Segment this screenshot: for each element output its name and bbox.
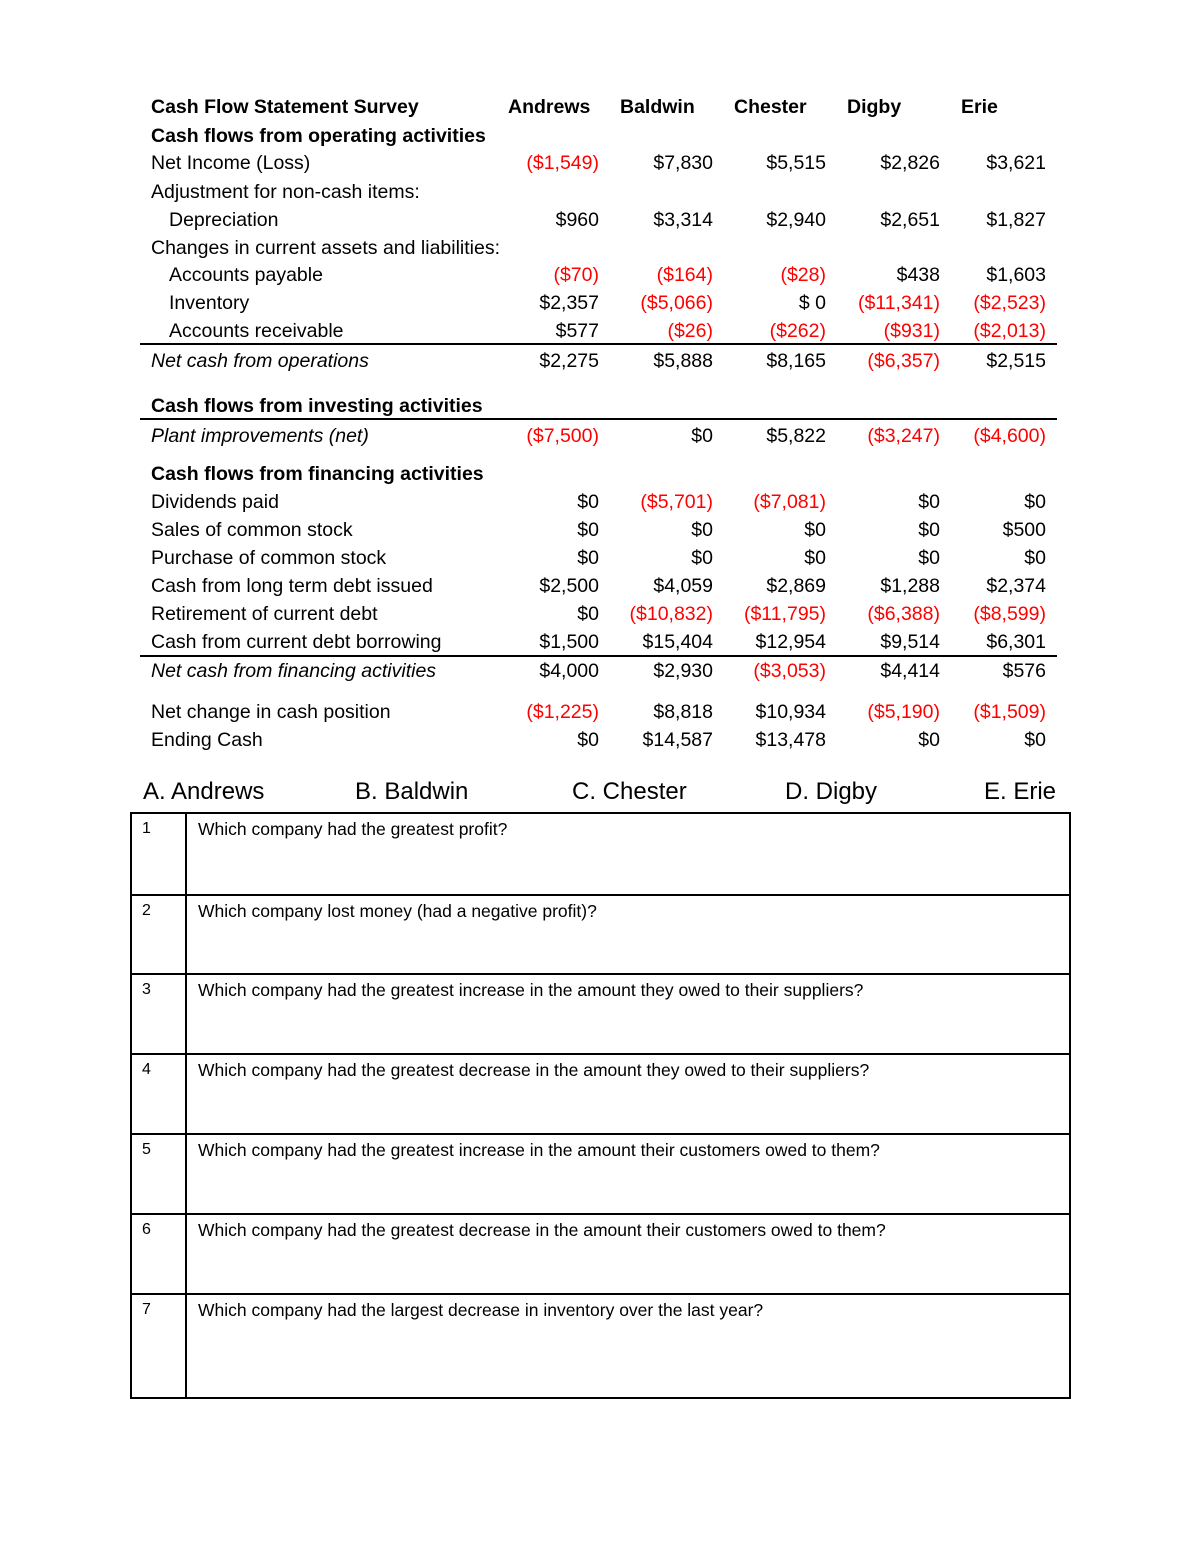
row-label: Cash from long term debt issued — [151, 575, 433, 597]
question-text: Which company had the greatest increase in the amount they owed to their suppliers? — [198, 980, 864, 1000]
value-chester: $5,515 — [766, 152, 826, 174]
value-baldwin: $14,587 — [642, 729, 713, 751]
value-erie: ($1,509) — [973, 701, 1046, 723]
row-label: Net change in cash position — [151, 701, 391, 723]
question-text: Which company had the greatest increase in the amount their customers owed to them? — [198, 1140, 880, 1160]
row-label: Ending Cash — [151, 729, 263, 751]
divider-line — [140, 418, 1057, 420]
statement-row — [151, 289, 1057, 317]
value-chester: ($7,081) — [753, 491, 826, 513]
statement-row — [151, 628, 1057, 656]
value-baldwin: $2,930 — [653, 660, 713, 682]
value-erie: $1,603 — [986, 264, 1046, 286]
value-baldwin: ($5,701) — [640, 491, 713, 513]
value-digby: $2,651 — [880, 209, 940, 231]
value-digby: $438 — [896, 264, 940, 286]
value-digby: $1,288 — [880, 575, 940, 597]
value-baldwin: ($164) — [656, 264, 713, 286]
statement-row — [151, 206, 1057, 234]
value-digby: $0 — [918, 729, 940, 751]
value-chester: $ 0 — [798, 292, 826, 314]
value-chester: $2,869 — [766, 575, 826, 597]
question-row — [132, 1053, 1069, 1133]
col-header-andrews: Andrews — [508, 96, 591, 118]
questions-table — [130, 812, 1071, 1399]
value-chester: ($262) — [769, 320, 826, 342]
statement-row — [151, 488, 1057, 516]
statement-row — [151, 516, 1057, 544]
section-investing: Cash flows from investing activities — [151, 395, 483, 417]
row-label: Net cash from financing activities — [151, 660, 437, 682]
col-header-digby: Digby — [847, 96, 902, 118]
question-number: 7 — [132, 1295, 187, 1397]
value-erie: $500 — [1002, 519, 1046, 541]
question-number: 6 — [132, 1215, 187, 1293]
statement-row — [151, 317, 1057, 345]
row-label: Adjustment for non-cash items: — [151, 181, 420, 203]
value-erie: ($2,013) — [973, 320, 1046, 342]
value-chester: ($28) — [780, 264, 826, 286]
question-number: 3 — [132, 975, 187, 1053]
row-label: Accounts receivable — [169, 320, 344, 342]
value-erie: $2,374 — [986, 575, 1046, 597]
value-baldwin: ($26) — [667, 320, 713, 342]
row-label: Depreciation — [169, 209, 279, 231]
row-label: Purchase of common stock — [151, 547, 387, 569]
value-digby: $0 — [918, 491, 940, 513]
col-header-erie: Erie — [961, 96, 998, 118]
statement-row — [151, 657, 1057, 685]
value-baldwin: $0 — [691, 519, 713, 541]
statement-row — [151, 178, 1057, 206]
value-digby: ($931) — [883, 320, 940, 342]
question-row — [132, 1213, 1069, 1293]
value-andrews: $0 — [577, 547, 599, 569]
value-andrews: $960 — [555, 209, 599, 231]
value-digby: ($3,247) — [867, 425, 940, 447]
question-row — [132, 1133, 1069, 1213]
value-andrews: $2,275 — [539, 350, 599, 372]
question-row — [132, 1293, 1069, 1397]
row-label: Sales of common stock — [151, 519, 353, 541]
value-baldwin: ($10,832) — [629, 603, 713, 625]
value-baldwin: $7,830 — [653, 152, 713, 174]
value-baldwin: $3,314 — [653, 209, 713, 231]
question-text: Which company had the greatest profit? — [198, 819, 508, 839]
value-erie: $2,515 — [986, 350, 1046, 372]
value-baldwin: $8,818 — [653, 701, 713, 723]
value-erie: $1,827 — [986, 209, 1046, 231]
value-chester: ($11,795) — [743, 603, 826, 625]
value-baldwin: $5,888 — [653, 350, 713, 372]
row-label: Changes in current assets and liabilities: — [151, 237, 501, 259]
value-chester: $12,954 — [755, 631, 826, 653]
value-digby: ($5,190) — [867, 701, 940, 723]
statement-row — [151, 544, 1057, 572]
value-erie: $0 — [1024, 547, 1046, 569]
value-erie: $0 — [1024, 491, 1046, 513]
value-baldwin: $0 — [691, 547, 713, 569]
choice-b: B. Baldwin — [355, 778, 469, 805]
statement-row — [151, 726, 1057, 754]
question-text: Which company had the greatest decrease in the amount they owed to their suppliers? — [198, 1060, 870, 1080]
value-digby: $9,514 — [880, 631, 940, 653]
statement-row — [151, 234, 1057, 262]
value-andrews: $2,500 — [539, 575, 599, 597]
value-erie: $576 — [1002, 660, 1046, 682]
row-label: Dividends paid — [151, 491, 279, 513]
value-andrews: $2,357 — [539, 292, 599, 314]
statement-row — [151, 698, 1057, 726]
row-label: Net Income (Loss) — [151, 152, 311, 174]
statement-row — [151, 347, 1057, 375]
value-erie: $3,621 — [986, 152, 1046, 174]
value-andrews: ($1,225) — [526, 701, 599, 723]
value-erie: $0 — [1024, 729, 1046, 751]
value-digby: ($6,357) — [867, 350, 940, 372]
value-erie: ($2,523) — [973, 292, 1046, 314]
choice-e: E. Erie — [984, 778, 1057, 805]
question-number: 4 — [132, 1055, 187, 1133]
row-label: Inventory — [169, 292, 250, 314]
value-andrews: $1,500 — [539, 631, 599, 653]
value-andrews: $0 — [577, 729, 599, 751]
value-chester: ($3,053) — [753, 660, 826, 682]
value-andrews: $577 — [555, 320, 599, 342]
choice-d: D. Digby — [785, 778, 878, 805]
value-chester: $0 — [804, 519, 826, 541]
value-baldwin: $0 — [691, 425, 713, 447]
value-andrews: $0 — [577, 519, 599, 541]
question-number: 2 — [132, 896, 187, 973]
section-operating: Cash flows from operating activities — [151, 125, 486, 147]
value-baldwin: ($5,066) — [640, 292, 713, 314]
value-digby: ($11,341) — [857, 292, 940, 314]
value-baldwin: $4,059 — [653, 575, 713, 597]
value-digby: $4,414 — [880, 660, 940, 682]
value-digby: $0 — [918, 547, 940, 569]
col-header-chester: Chester — [734, 96, 807, 118]
question-text: Which company had the largest decrease in inventory over the last year? — [198, 1300, 764, 1320]
question-row — [132, 814, 1069, 894]
statement-row — [151, 572, 1057, 600]
row-label: Cash from current debt borrowing — [151, 631, 442, 653]
statement-row — [151, 261, 1057, 289]
value-andrews: $0 — [577, 603, 599, 625]
value-chester: $0 — [804, 547, 826, 569]
statement-row — [151, 422, 1057, 450]
value-digby: $2,826 — [880, 152, 940, 174]
question-number: 5 — [132, 1135, 187, 1213]
value-chester: $8,165 — [766, 350, 826, 372]
value-andrews: $0 — [577, 491, 599, 513]
value-chester: $13,478 — [755, 729, 826, 751]
choice-c: C. Chester — [572, 778, 687, 805]
col-header-baldwin: Baldwin — [620, 96, 695, 118]
value-andrews: ($7,500) — [526, 425, 599, 447]
value-chester: $2,940 — [766, 209, 826, 231]
row-label: Accounts payable — [169, 264, 323, 286]
statement-row — [151, 600, 1057, 628]
value-baldwin: $15,404 — [642, 631, 713, 653]
value-digby: $0 — [918, 519, 940, 541]
question-row — [132, 973, 1069, 1053]
value-digby: ($6,388) — [867, 603, 940, 625]
value-andrews: ($70) — [553, 264, 599, 286]
question-number: 1 — [132, 814, 187, 894]
value-chester: $5,822 — [766, 425, 826, 447]
question-row — [132, 894, 1069, 973]
value-andrews: ($1,549) — [526, 152, 599, 174]
statement-row — [151, 149, 1057, 177]
row-label: Plant improvements (net) — [151, 425, 369, 447]
choice-a: A. Andrews — [143, 778, 265, 805]
statement-title: Cash Flow Statement Survey — [151, 96, 419, 118]
value-erie: $6,301 — [986, 631, 1046, 653]
row-label: Retirement of current debt — [151, 603, 378, 625]
row-label: Net cash from operations — [151, 350, 369, 372]
question-text: Which company lost money (had a negative profit)? — [198, 901, 597, 921]
value-erie: ($4,600) — [973, 425, 1046, 447]
section-financing: Cash flows from financing activities — [151, 463, 484, 485]
value-erie: ($8,599) — [973, 603, 1046, 625]
value-chester: $10,934 — [755, 701, 826, 723]
value-andrews: $4,000 — [539, 660, 599, 682]
question-text: Which company had the greatest decrease in the amount their customers owed to them? — [198, 1220, 886, 1240]
